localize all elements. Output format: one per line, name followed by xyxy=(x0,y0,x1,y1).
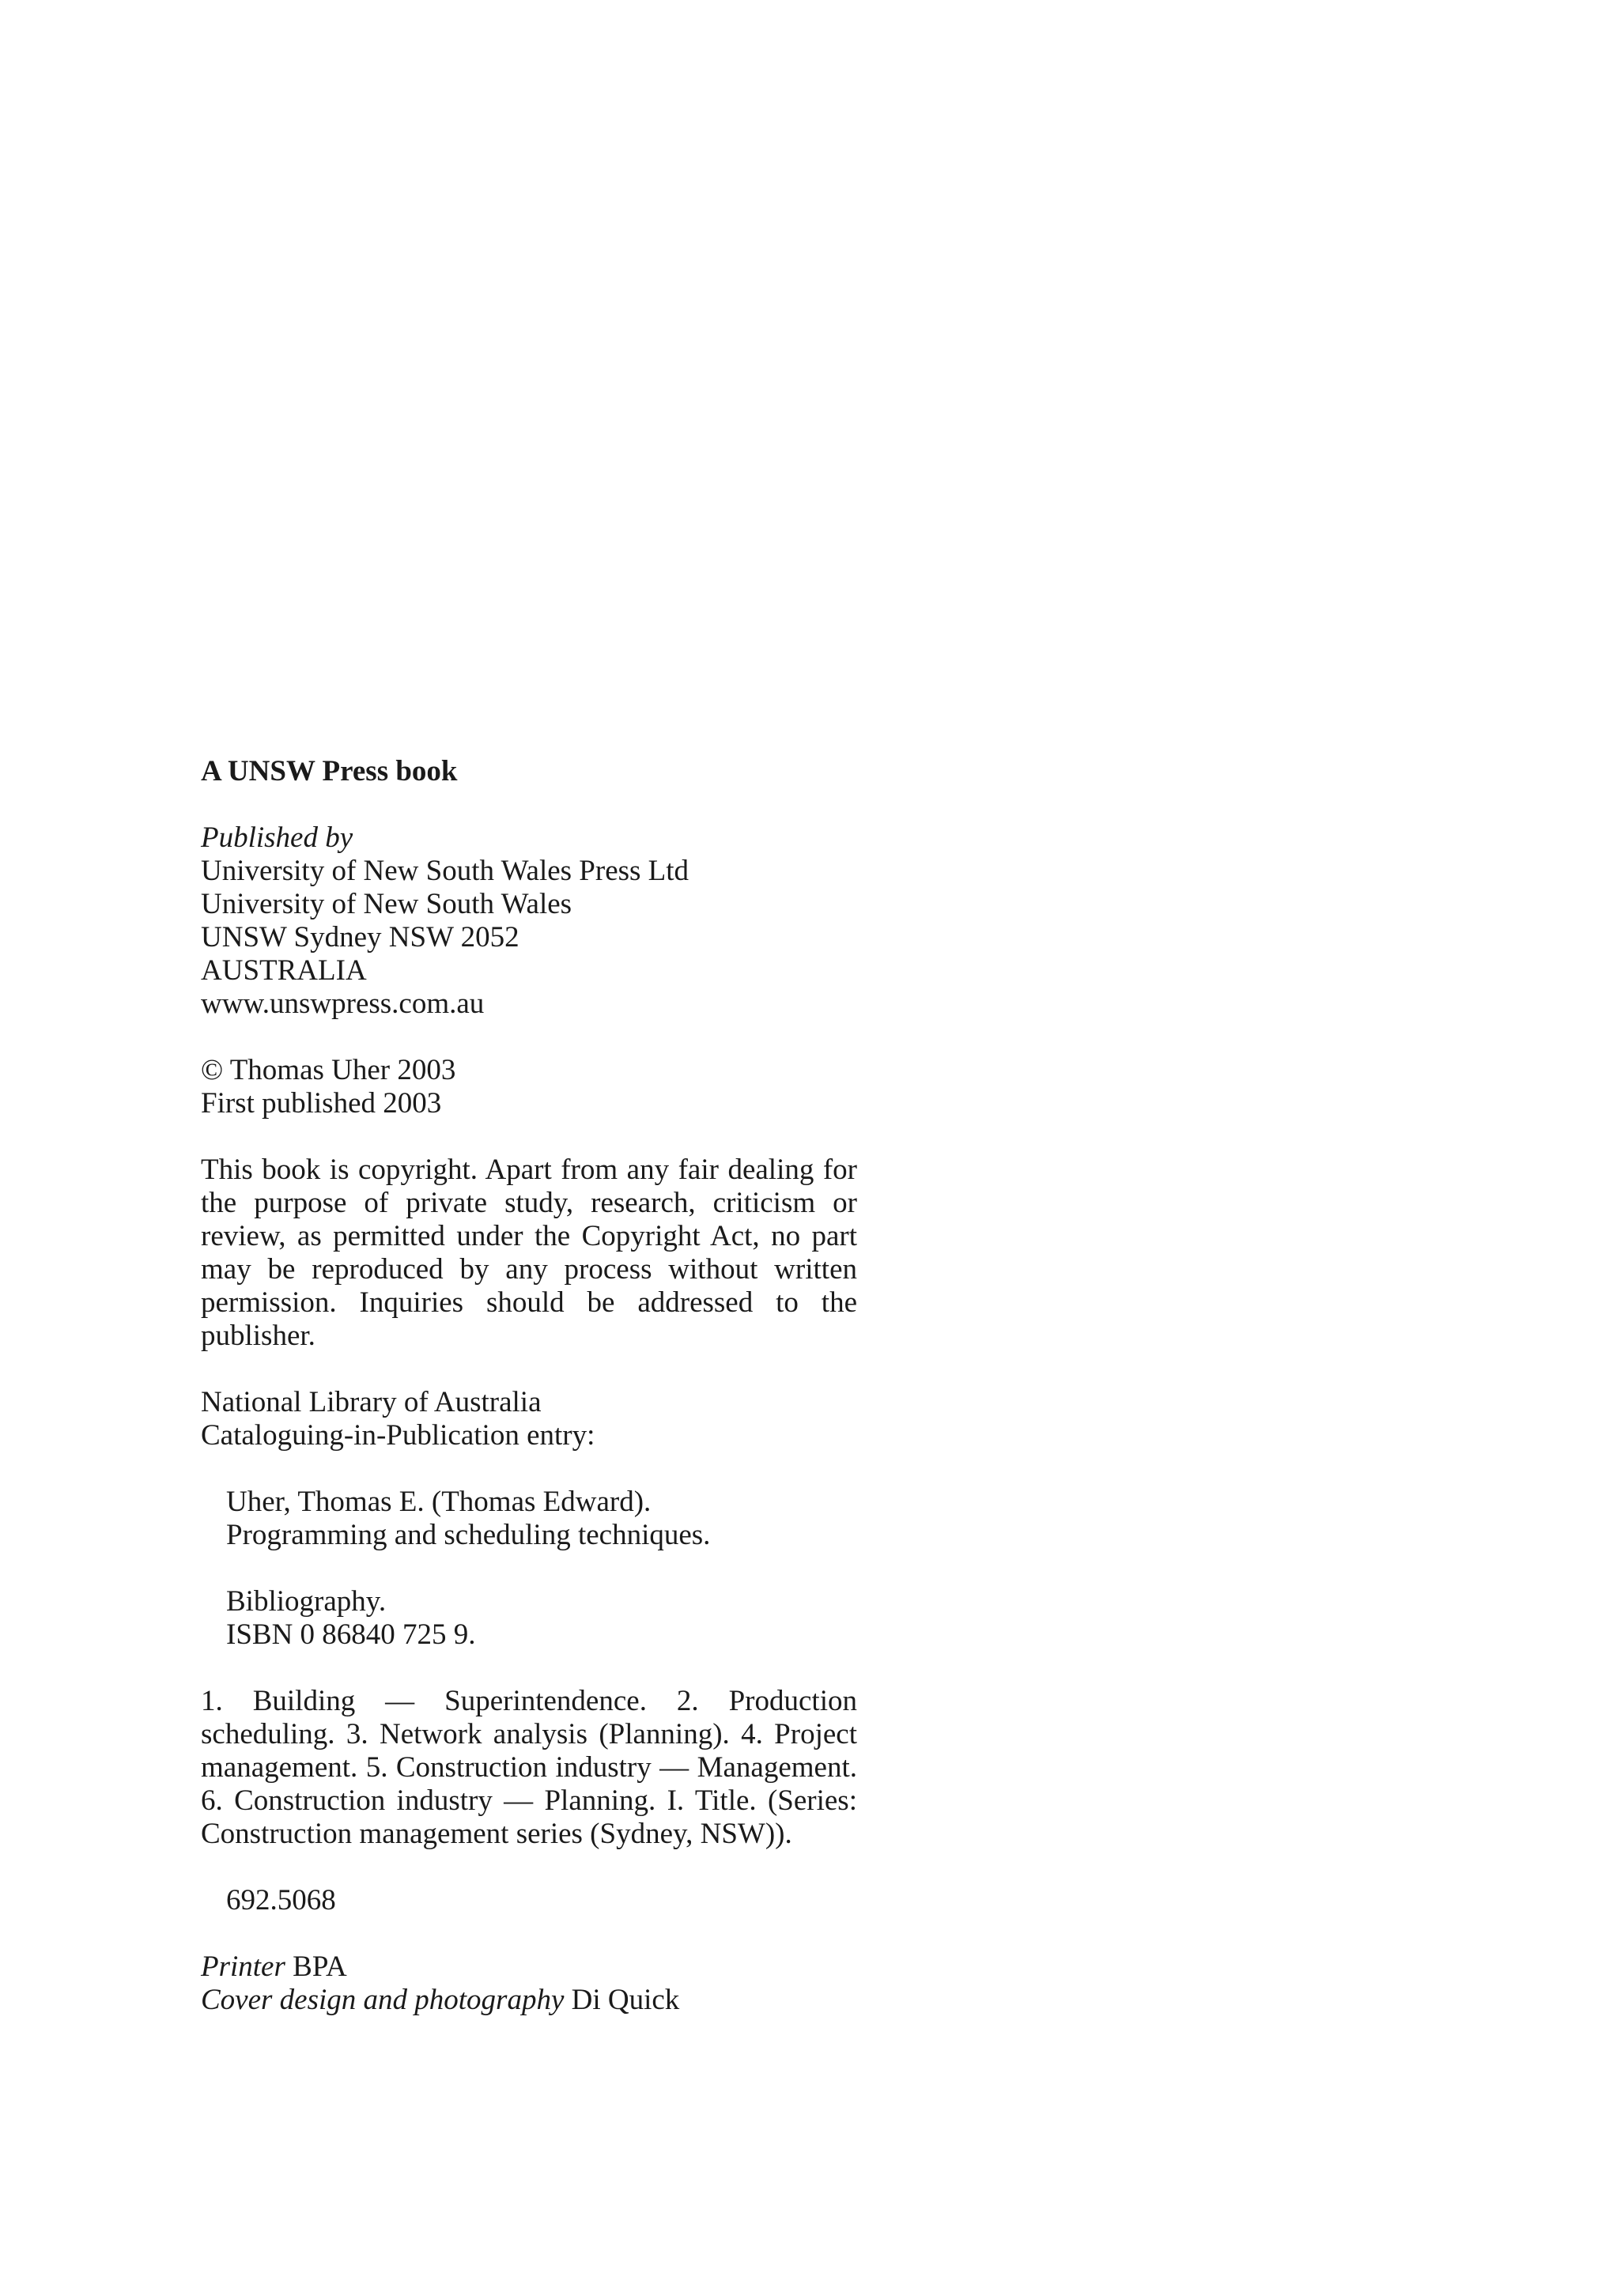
cover-label: Cover design and photography xyxy=(201,1984,565,2016)
cip-author: Uher, Thomas E. (Thomas Edward). xyxy=(226,1486,652,1518)
printer-credit xyxy=(201,1950,857,1984)
publisher-line: University of New South Wales xyxy=(201,888,572,920)
imprint-heading: A UNSW Press book xyxy=(201,755,458,787)
cip-library: National Library of Australia xyxy=(201,1386,542,1418)
cover-value: Di Quick xyxy=(571,1984,680,2016)
publisher-line: AUSTRALIA xyxy=(201,954,367,987)
cip-entry-label: Cataloguing-in-Publication entry: xyxy=(201,1419,595,1452)
cip-classification: 692.5068 xyxy=(226,1884,336,1916)
cip-record xyxy=(201,1486,857,1552)
printer-value: BPA xyxy=(293,1950,347,1983)
copyright-block xyxy=(201,1054,857,1120)
cip-classification-block xyxy=(201,1884,857,1917)
copyright-notice: © Thomas Uher 2003 xyxy=(201,1054,456,1086)
cip-bibliography xyxy=(201,1585,857,1652)
cip-bibliography-note: Bibliography. xyxy=(226,1585,387,1618)
publisher-website: www.unswpress.com.au xyxy=(201,988,485,1020)
cip-title: Programming and scheduling techniques. xyxy=(226,1519,711,1551)
published-by-label: Published by xyxy=(201,821,353,854)
printer-label: Printer xyxy=(201,1950,285,1983)
imprint-text xyxy=(201,755,857,2017)
publisher-line: UNSW Sydney NSW 2052 xyxy=(201,921,519,954)
cip-isbn: ISBN 0 86840 725 9. xyxy=(226,1618,476,1651)
first-published: First published 2003 xyxy=(201,1087,442,1120)
publisher-line: University of New South Wales Press Ltd xyxy=(201,855,689,887)
cip-subjects: 1. Building — Superintendence. 2. Production scheduling. 3. Network analysis (Planning). 4. Project management. 5. Construction industry — Management. 6. Construction industry — Planning. I. Title. (Series: Construction management series (Sydney, NSW)). xyxy=(201,1685,857,1850)
publisher-block xyxy=(201,821,857,1021)
rights-statement: This book is copyright. Apart from any fair dealing for the purpose of private study, research, criticism or review, as permitted under the Copyright Act, no part may be reproduced by any process without written permission. Inquiries should be addressed to the publisher. xyxy=(201,1154,857,1352)
cip-heading-block xyxy=(201,1386,857,1452)
cover-credit xyxy=(201,1984,857,2017)
credits-block xyxy=(201,1950,857,2017)
